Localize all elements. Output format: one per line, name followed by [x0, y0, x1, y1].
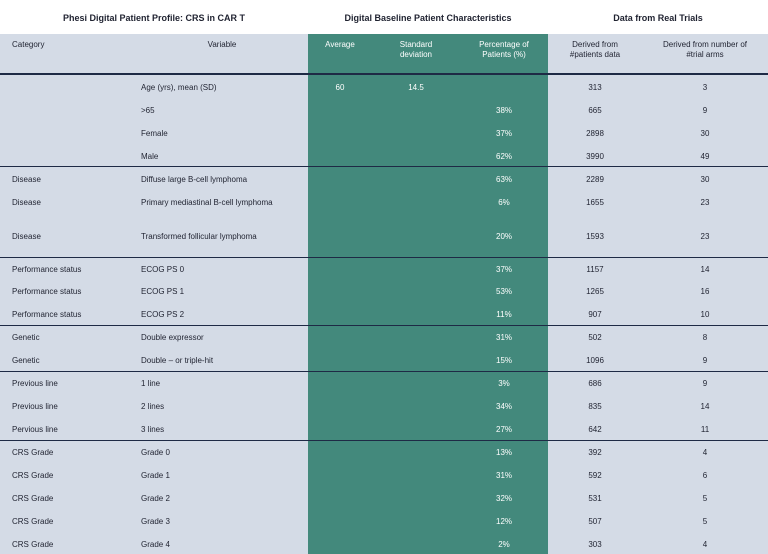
sd-cell: 14.5 [408, 83, 424, 92]
col-patients-header-line1: Derived from [572, 40, 618, 49]
percentage-cell: 13% [495, 448, 513, 457]
percentage-cell: 6% [498, 198, 510, 207]
table-row [0, 285, 768, 299]
patients-count-cell: 507 [588, 517, 602, 526]
table-row [0, 81, 768, 95]
patients-count-cell: 835 [588, 402, 602, 411]
trial-arms-cell: 14 [700, 265, 710, 274]
category-cell: Previous line [12, 379, 58, 388]
col-average-header: Average [325, 40, 355, 49]
percentage-cell: 31% [495, 333, 513, 342]
table-row [0, 196, 768, 210]
patients-count-cell: 1096 [586, 356, 604, 365]
table-row [0, 377, 768, 391]
percentage-cell: 12% [495, 517, 513, 526]
table-row [0, 308, 768, 322]
trial-arms-cell: 23 [700, 198, 710, 207]
group-separator [0, 440, 768, 441]
trial-arms-cell: 5 [702, 517, 708, 526]
header-separator [0, 73, 768, 75]
trials-title: Data from Real Trials [613, 13, 703, 23]
group-separator [0, 325, 768, 326]
variable-cell: 3 lines [141, 425, 165, 434]
variable-cell: Grade 3 [141, 517, 170, 526]
percentage-cell: 31% [495, 471, 513, 480]
category-cell: CRS Grade [12, 448, 54, 457]
col-patients-header-line2: #patients data [569, 50, 621, 59]
table-row [0, 331, 768, 345]
trial-arms-cell: 5 [702, 494, 708, 503]
baseline-title: Digital Baseline Patient Characteristics [344, 13, 512, 23]
patients-count-cell: 531 [588, 494, 602, 503]
variable-cell: Diffuse large B-cell lymphoma [141, 175, 248, 184]
group-separator [0, 371, 768, 372]
percentage-cell: 62% [495, 152, 513, 161]
category-cell: Performance status [12, 287, 82, 296]
patients-count-cell: 2289 [586, 175, 604, 184]
category-cell: Performance status [12, 265, 82, 274]
col-sd-header-line1: Standard [399, 40, 433, 49]
patients-count-cell: 665 [588, 106, 602, 115]
table-row [0, 354, 768, 368]
table-row [0, 423, 768, 437]
profile-title: Phesi Digital Patient Profile: CRS in CAR T [62, 13, 246, 23]
trial-arms-cell: 4 [702, 540, 708, 549]
table-row [0, 400, 768, 414]
variable-cell: 1 line [141, 379, 161, 388]
trial-arms-cell: 8 [702, 333, 708, 342]
col-arms-header-line1: Derived from number of [662, 40, 748, 49]
trial-arms-cell: 30 [700, 129, 710, 138]
variable-cell: Female [141, 129, 168, 138]
group-separator [0, 257, 768, 258]
table-row [0, 127, 768, 141]
percentage-cell: 20% [495, 232, 513, 241]
variable-cell: Primary mediastinal B-cell lymphoma [141, 198, 273, 207]
category-cell: Performance status [12, 310, 82, 319]
patients-count-cell: 502 [588, 333, 602, 342]
table-row [0, 104, 768, 118]
trial-arms-cell: 11 [700, 425, 710, 434]
variable-cell: ECOG PS 2 [141, 310, 185, 319]
table-row [0, 469, 768, 483]
percentage-cell: 11% [496, 310, 512, 319]
table-row [0, 538, 768, 552]
patients-count-cell: 642 [588, 425, 602, 434]
percentage-cell: 2% [498, 540, 510, 549]
col-sd-header [400, 40, 432, 60]
variable-cell: ECOG PS 1 [141, 287, 185, 296]
percentage-cell: 53% [495, 287, 513, 296]
variable-cell: Male [141, 152, 159, 161]
variable-cell: Grade 1 [141, 471, 170, 480]
percentage-cell: 15% [495, 356, 513, 365]
patients-count-cell: 592 [588, 471, 602, 480]
variable-cell: >65 [141, 106, 155, 115]
percentage-cell: 34% [495, 402, 513, 411]
category-cell: Pervious line [12, 425, 58, 434]
percentage-cell: 3% [498, 379, 510, 388]
percentage-cell: 38% [495, 106, 513, 115]
percentage-cell: 37% [495, 265, 513, 274]
percentage-cell: 37% [495, 129, 513, 138]
col-category-header: Category [12, 40, 45, 49]
trial-arms-cell: 9 [702, 379, 708, 388]
category-cell: CRS Grade [12, 540, 54, 549]
col-patients-header [570, 40, 620, 60]
percentage-cell: 63% [495, 175, 513, 184]
col-arms-header [663, 40, 747, 60]
group-separator [0, 166, 768, 167]
patients-count-cell: 1655 [586, 198, 604, 207]
category-cell: Disease [12, 198, 41, 207]
col-pct-header [479, 40, 529, 60]
trial-arms-cell: 30 [700, 175, 710, 184]
table-title-bar [0, 0, 768, 34]
patients-count-cell: 392 [588, 448, 602, 457]
patients-count-cell: 313 [588, 83, 602, 92]
table-row [0, 515, 768, 529]
trial-arms-cell: 14 [700, 402, 710, 411]
patients-count-cell: 3990 [586, 152, 604, 161]
trial-arms-cell: 23 [700, 232, 710, 241]
trial-arms-cell: 10 [700, 310, 710, 319]
col-sd-header-line2: deviation [399, 50, 433, 59]
trial-arms-cell: 49 [700, 152, 710, 161]
trial-arms-cell: 4 [702, 448, 708, 457]
table-row [0, 446, 768, 460]
col-variable-header: Variable [207, 40, 237, 49]
category-cell: CRS Grade [12, 494, 54, 503]
category-cell: CRS Grade [12, 471, 54, 480]
category-cell: Disease [12, 232, 41, 241]
patients-count-cell: 2898 [586, 129, 604, 138]
table-row [0, 492, 768, 506]
trial-arms-cell: 9 [702, 106, 708, 115]
variable-cell: Double – or triple-hit [141, 356, 214, 365]
variable-cell: Grade 4 [141, 540, 170, 549]
patients-count-cell: 907 [588, 310, 602, 319]
percentage-cell: 27% [495, 425, 513, 434]
patients-count-cell: 686 [588, 379, 602, 388]
variable-cell: Age (yrs), mean (SD) [141, 83, 217, 92]
category-cell: Genetic [12, 356, 40, 365]
table-row [0, 173, 768, 187]
percentage-cell: 32% [495, 494, 513, 503]
category-cell: Genetic [12, 333, 40, 342]
table-row [0, 150, 768, 164]
patients-count-cell: 1157 [586, 265, 604, 274]
average-cell: 60 [335, 83, 345, 92]
table-row [0, 263, 768, 277]
col-arms-header-line2: #trial arms [686, 50, 724, 59]
col-pct-header-line1: Percentage of [479, 40, 529, 49]
variable-cell: Transformed follicular lymphoma [141, 232, 257, 241]
patients-count-cell: 1593 [586, 232, 604, 241]
category-cell: Previous line [12, 402, 58, 411]
variable-cell: Grade 2 [141, 494, 170, 503]
category-cell: CRS Grade [12, 517, 54, 526]
col-pct-header-line2: Patients (%) [482, 50, 526, 59]
table-row [0, 230, 768, 244]
category-cell: Disease [12, 175, 41, 184]
variable-cell: 2 lines [141, 402, 165, 411]
trial-arms-cell: 9 [702, 356, 708, 365]
variable-cell: ECOG PS 0 [141, 265, 185, 274]
variable-cell: Grade 0 [141, 448, 170, 457]
trial-arms-cell: 6 [702, 471, 708, 480]
patients-count-cell: 303 [588, 540, 602, 549]
patients-count-cell: 1265 [586, 287, 604, 296]
variable-cell: Double expressor [141, 333, 204, 342]
trial-arms-cell: 3 [702, 83, 708, 92]
trial-arms-cell: 16 [700, 287, 710, 296]
